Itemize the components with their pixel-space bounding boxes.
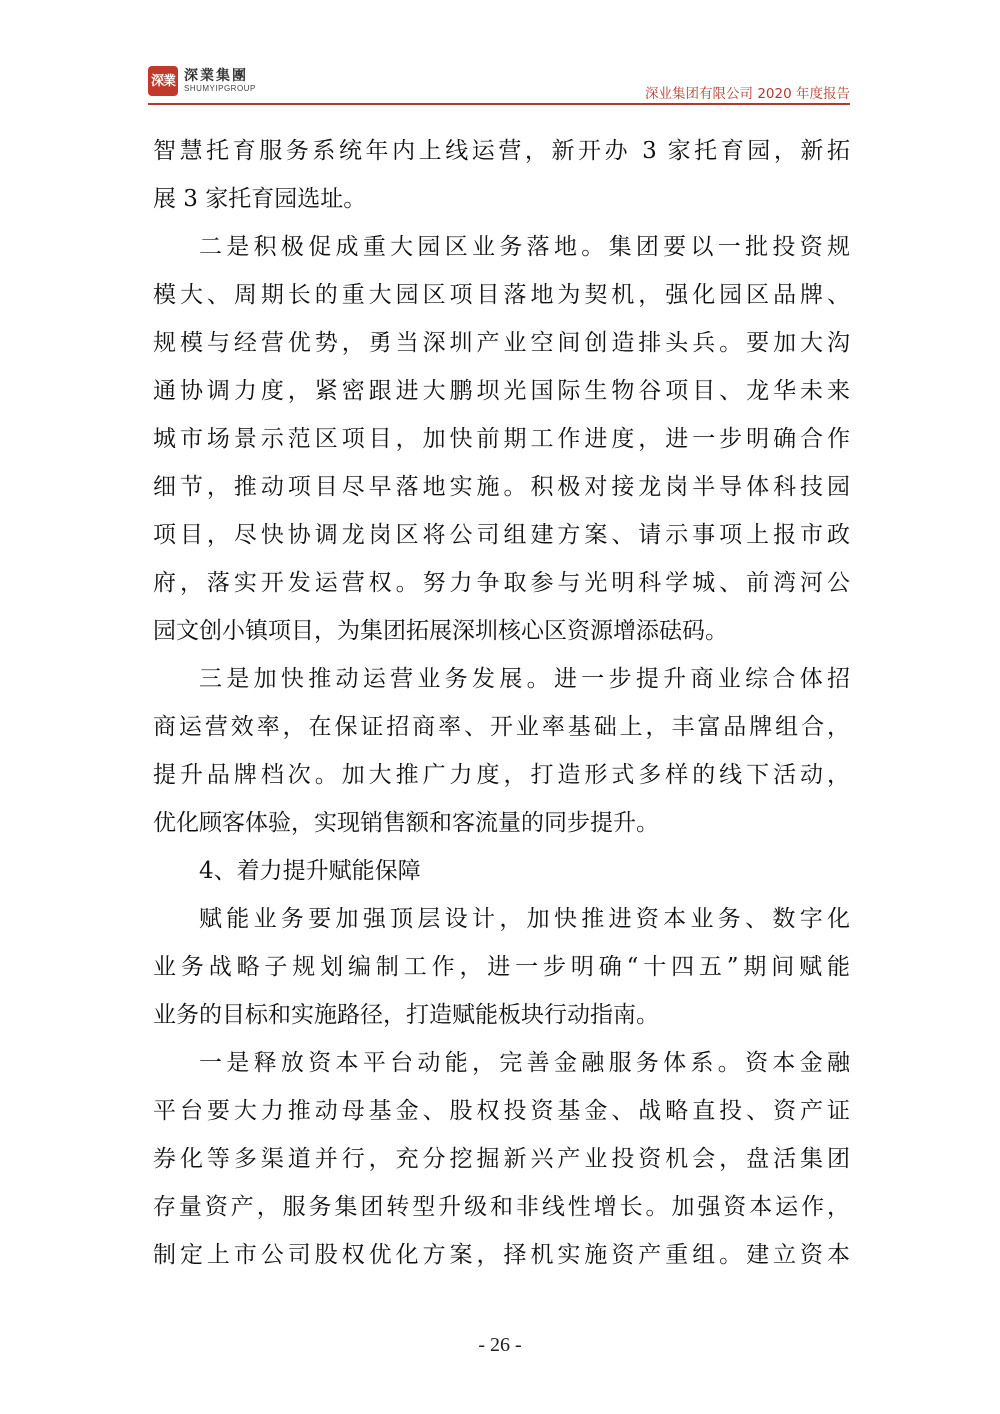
text-line: 模大、周期长的重大园区项目落地为契机，强化园区品牌、 <box>153 282 850 308</box>
logo-chinese-name: 深業集團 <box>184 68 248 84</box>
text-line: 一是释放资本平台动能，完善金融服务体系。资本金融 <box>199 1050 850 1076</box>
page-number: - 26 - <box>478 1334 522 1356</box>
text-line: 提升品牌档次。加大推广力度，打造形式多样的线下活动， <box>153 762 850 788</box>
text-line: 业务战略子规划编制工作，进一步明确“十四五”期间赋能 <box>153 954 850 980</box>
text-line: 赋能业务要加强顶层设计，加快推进资本业务、数字化 <box>199 906 850 932</box>
report-title: 深业集团有限公司 2020 年度报告 <box>645 86 850 102</box>
text-line: 制定上市公司股权优化方案，择机实施资产重组。建立资本 <box>153 1242 850 1268</box>
text-line: 园文创小镇项目，为集团拓展深圳核心区资源增添砝码。 <box>153 618 728 644</box>
text-line: 业务的目标和实施路径，打造赋能板块行动指南。 <box>153 1002 659 1028</box>
body-text <box>153 127 850 1279</box>
text-line: 城市场景示范区项目，加快前期工作进度，进一步明确合作 <box>153 426 850 452</box>
text-line: 二是积极促成重大园区业务落地。集团要以一批投资规 <box>199 234 850 260</box>
text-line: 存量资产，服务集团转型升级和非线性增长。加强资本运作， <box>153 1194 850 1220</box>
text-line: 规模与经营优势，勇当深圳产业空间创造排头兵。要加大沟 <box>153 330 850 356</box>
text-line: 府，落实开发运营权。努力争取参与光明科学城、前湾河公 <box>153 570 850 596</box>
logo-seal: 深業 <box>148 66 178 96</box>
text-line: 三是加快推动运营业务发展。进一步提升商业综合体招 <box>199 666 850 692</box>
company-logo <box>148 66 256 96</box>
text-line: 智慧托育服务系统年内上线运营，新开办 3 家托育园，新拓 <box>153 138 850 164</box>
text-line: 优化顾客体验，实现销售额和客流量的同步提升。 <box>153 810 659 836</box>
logo-text <box>184 68 256 94</box>
text-line: 商运营效率，在保证招商率、开业率基础上，丰富品牌组合， <box>153 714 850 740</box>
header-divider <box>148 103 850 105</box>
text-line: 细节，推动项目尽早落地实施。积极对接龙岗半导体科技园 <box>153 474 850 500</box>
text-line: 项目，尽快协调龙岗区将公司组建方案、请示事项上报市政 <box>153 522 850 548</box>
text-line: 通协调力度，紧密跟进大鹏坝光国际生物谷项目、龙华未来 <box>153 378 850 404</box>
text-line: 展 3 家托育园选址。 <box>153 186 367 212</box>
text-line: 平台要大力推动母基金、股权投资基金、战略直投、资产证 <box>153 1098 850 1124</box>
section-heading: 4、着力提升赋能保障 <box>199 858 421 884</box>
text-line: 券化等多渠道并行，充分挖掘新兴产业投资机会，盘活集团 <box>153 1146 850 1172</box>
logo-english-name: SHUMYIPGROUP <box>184 84 256 93</box>
